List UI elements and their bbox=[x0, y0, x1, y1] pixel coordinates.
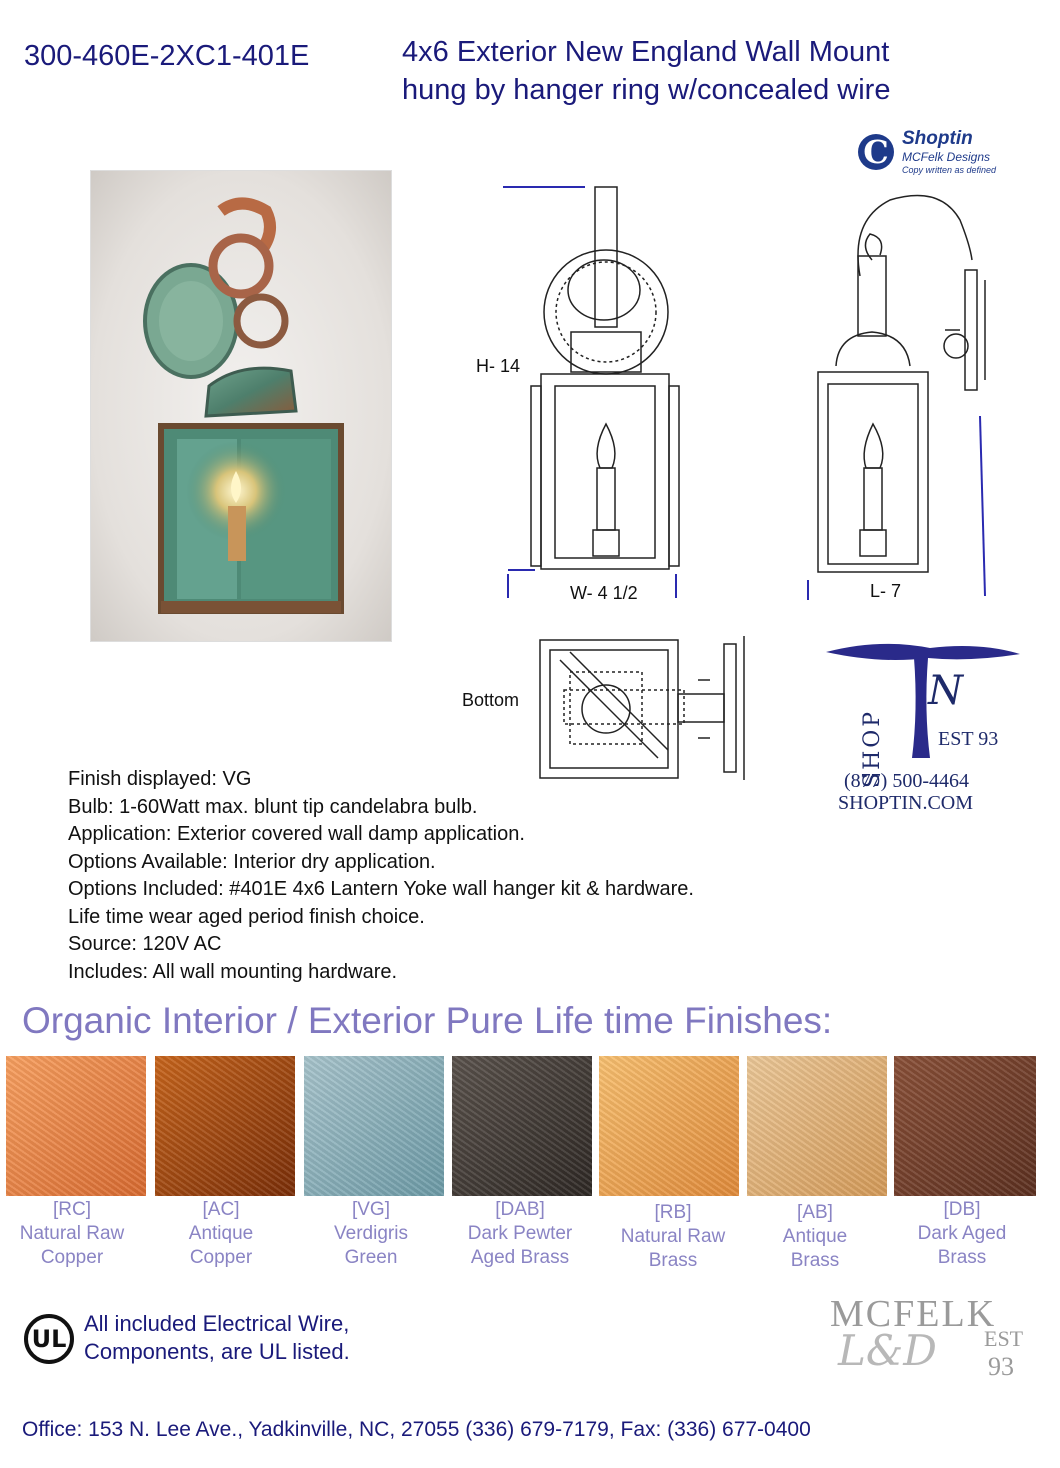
mcfelk-est: EST bbox=[984, 1326, 1024, 1351]
spec-options-available: Options Available: Interior dry application. bbox=[68, 850, 436, 873]
swatch-label-ab bbox=[740, 1201, 890, 1273]
swatch-name-line1: Natural Raw bbox=[620, 1226, 726, 1247]
swatch-ac[interactable] bbox=[155, 1056, 295, 1196]
office-footer: Office: 153 N. Lee Ave., Yadkinville, NC, 27055 (336) 679-7179, Fax: (336) 677-0400 bbox=[22, 1418, 811, 1441]
spec-application: Application: Exterior covered wall damp application. bbox=[68, 823, 525, 845]
swatch-label-ac bbox=[146, 1198, 296, 1270]
swatch-name-line1: Antique bbox=[188, 1223, 254, 1244]
bottom-view-label: Bottom bbox=[462, 690, 520, 710]
height-dimension: H- 14 bbox=[476, 356, 521, 376]
swatch-name-line2: Aged Brass bbox=[470, 1247, 570, 1268]
swatch-code: [AC] bbox=[202, 1199, 240, 1220]
swatch-code: [VG] bbox=[351, 1199, 390, 1220]
spec-options-included: Options Included: #401E 4x6 Lantern Yoke wall hanger kit & hardware. bbox=[68, 878, 694, 900]
swatch-name-line1: Verdigris bbox=[334, 1223, 408, 1244]
lantern-photo-illustration bbox=[91, 171, 391, 641]
shoptin-t-mark bbox=[820, 640, 1030, 760]
product-title-line2: hung by hanger ring w/concealed wire bbox=[402, 74, 891, 106]
swatch-vg[interactable] bbox=[304, 1056, 444, 1196]
mcfelk-logo bbox=[828, 1292, 1028, 1388]
model-number: 300-460E-2XC1-401E bbox=[24, 40, 310, 72]
swatch-name-line1: Dark Pewter bbox=[467, 1223, 573, 1244]
ul-listed-icon: UL bbox=[24, 1314, 74, 1364]
swatch-label-rb bbox=[598, 1201, 748, 1273]
product-title-line1: 4x6 Exterior New England Wall Mount bbox=[402, 36, 890, 68]
shoptin-script-n: N bbox=[928, 668, 963, 714]
mcfelk-year: 93 bbox=[988, 1352, 1014, 1381]
spec-finish: Finish displayed: VG bbox=[68, 768, 252, 790]
swatch-code: [RB] bbox=[654, 1202, 692, 1223]
swatch-label-dab bbox=[445, 1198, 595, 1270]
shoptin-logo bbox=[820, 640, 1030, 820]
copyright-sub: MCFelk Designs bbox=[902, 150, 991, 164]
spec-bulb: Bulb: 1-60Watt max. blunt tip candelabra bulb. bbox=[68, 795, 478, 818]
swatch-name-line2: Copper bbox=[40, 1247, 104, 1268]
copyright-note: Copy written as defined bbox=[902, 165, 997, 175]
ul-statement bbox=[84, 1310, 350, 1366]
swatch-name-line1: Dark Aged bbox=[917, 1223, 1007, 1244]
width-dimension: W- 4 1/2 bbox=[570, 583, 638, 603]
swatch-code: [DB] bbox=[943, 1199, 981, 1220]
swatch-name-line2: Brass bbox=[790, 1250, 840, 1271]
copyright-brand: Shoptin bbox=[902, 128, 973, 149]
shoptin-shop-text: SHOP bbox=[860, 708, 885, 788]
copyright-icon: C bbox=[858, 134, 894, 170]
ul-line2: Components, are UL listed. bbox=[84, 1339, 350, 1364]
swatch-code: [AB] bbox=[797, 1202, 833, 1223]
swatch-name-line2: Green bbox=[344, 1247, 398, 1268]
swatch-dab[interactable] bbox=[452, 1056, 592, 1196]
shoptin-phone: (877) 500-4464 bbox=[844, 770, 969, 792]
spec-includes: Includes: All wall mounting hardware. bbox=[68, 960, 398, 983]
swatch-db[interactable] bbox=[894, 1056, 1036, 1196]
swatch-name-line1: Antique bbox=[782, 1226, 848, 1247]
swatch-rc[interactable] bbox=[6, 1056, 146, 1196]
swatch-ab[interactable] bbox=[747, 1056, 887, 1196]
length-dimension: L- 7 bbox=[870, 581, 902, 601]
spec-source: Source: 120V AC bbox=[68, 933, 222, 955]
mcfelk-script: L&D bbox=[838, 1326, 937, 1375]
swatch-name-line2: Copper bbox=[189, 1247, 253, 1268]
spec-finish-choice: Life time wear aged period finish choice. bbox=[68, 905, 425, 928]
shoptin-est: EST 93 bbox=[938, 728, 999, 750]
swatch-label-rc bbox=[0, 1198, 147, 1270]
finishes-heading: Organic Interior / Exterior Pure Life time Finishes: bbox=[22, 1000, 833, 1041]
product-photo bbox=[90, 170, 392, 642]
swatch-name-line2: Brass bbox=[937, 1247, 987, 1268]
swatch-code: [DAB] bbox=[495, 1199, 545, 1220]
swatch-rb[interactable] bbox=[599, 1056, 739, 1196]
swatch-name-line2: Brass bbox=[648, 1250, 698, 1271]
mcfelk-name: MCFELK bbox=[830, 1293, 997, 1335]
swatch-name-line1: Natural Raw bbox=[19, 1223, 125, 1244]
ul-line1: All included Electrical Wire, bbox=[84, 1311, 350, 1336]
swatch-code: [RC] bbox=[53, 1199, 91, 1220]
swatch-label-db bbox=[887, 1198, 1037, 1270]
spec-list bbox=[68, 766, 694, 986]
swatch-label-vg bbox=[296, 1198, 446, 1270]
shoptin-website: SHOPTIN.COM bbox=[838, 792, 974, 814]
